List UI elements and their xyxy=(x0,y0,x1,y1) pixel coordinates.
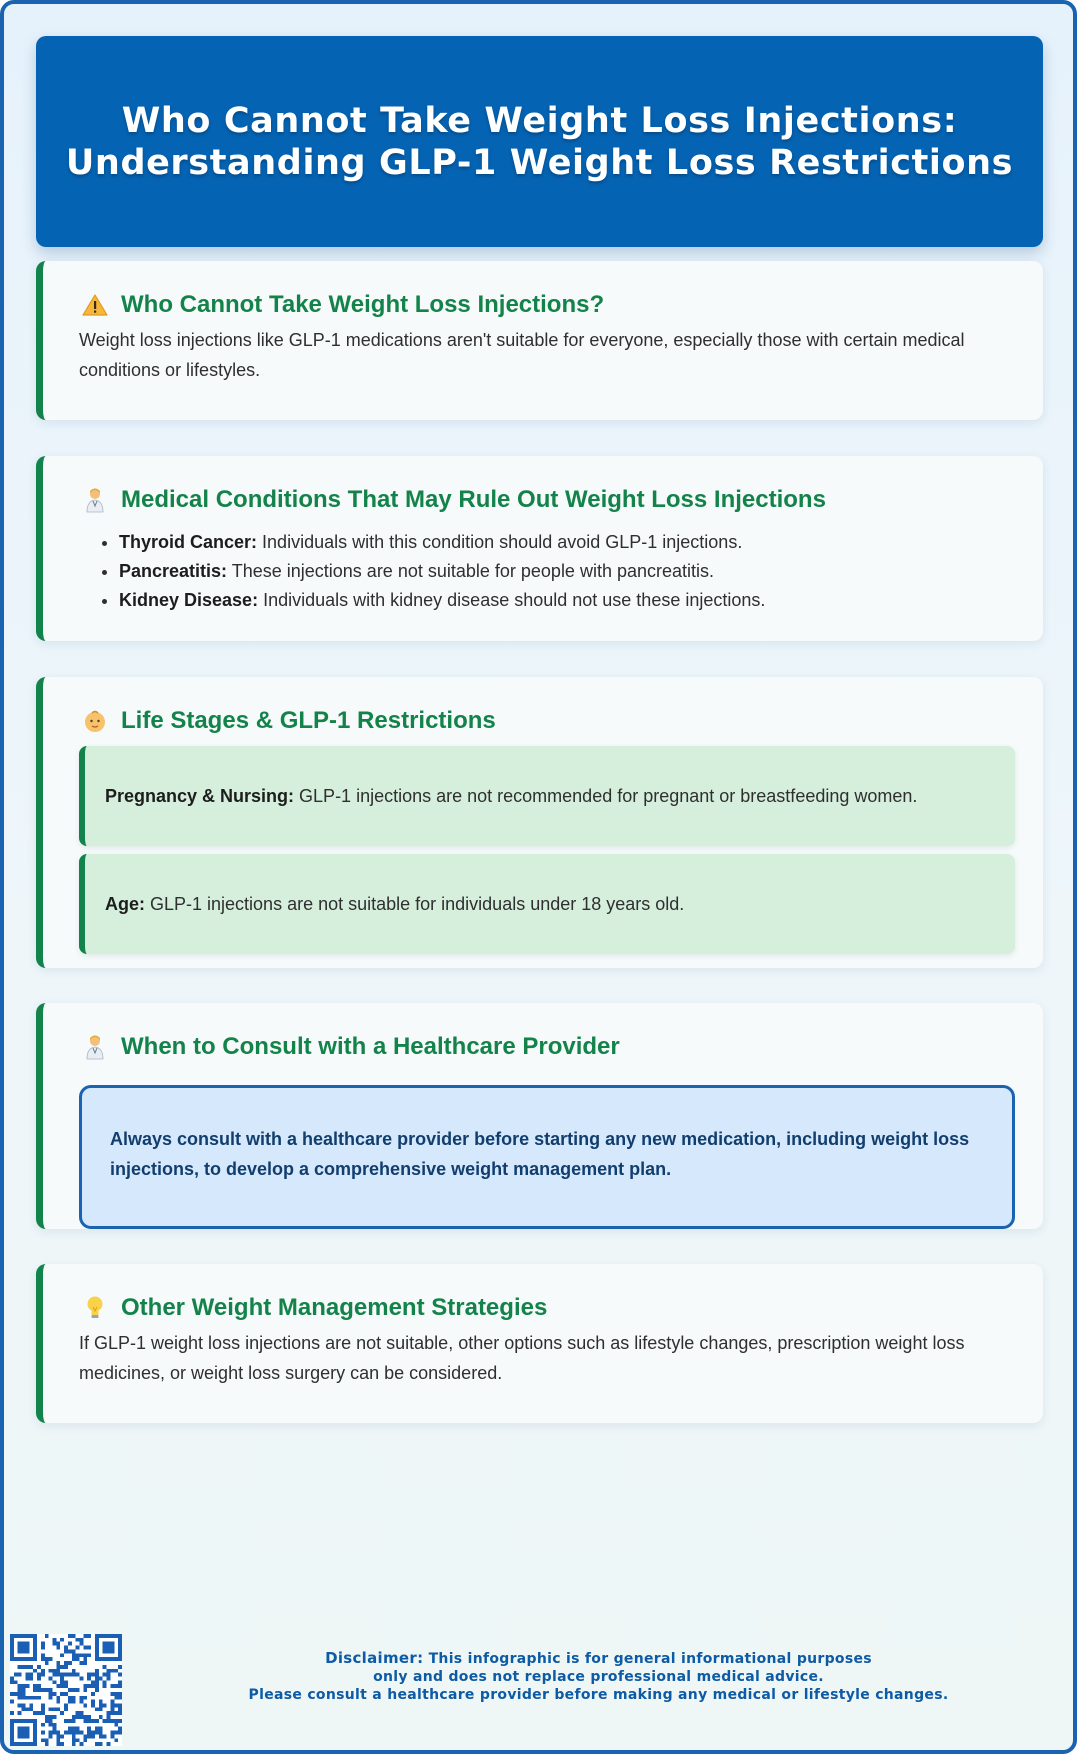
condition-text: Individuals with kidney disease should not use these injections. xyxy=(263,590,766,610)
qr-code xyxy=(10,1634,122,1746)
section-title: Who Cannot Take Weight Loss Injections? xyxy=(121,291,605,318)
condition-term: Pancreatitis: xyxy=(119,561,228,581)
section-title: When to Consult with a Healthcare Provider xyxy=(121,1033,620,1060)
section-title: Life Stages & GLP-1 Restrictions xyxy=(121,707,496,734)
list-item xyxy=(119,586,1007,615)
who-cannot-card xyxy=(36,261,1043,420)
stage-term: Age: xyxy=(105,893,145,914)
baby-icon xyxy=(79,705,111,737)
disclaimer-line-1 xyxy=(144,1649,1053,1668)
warning-icon xyxy=(79,289,111,321)
disclaimer-label: Disclaimer: xyxy=(325,1649,424,1667)
pregnancy-box xyxy=(79,746,1015,846)
medical-conditions-card xyxy=(36,456,1043,641)
section-text: Weight loss injections like GLP-1 medications aren't suitable for everyone, especially those with certain medical conditions or lifestyles. xyxy=(79,330,965,380)
card-title-row xyxy=(79,1031,620,1063)
disclaimer-line-2: only and does not replace professional medical advice. xyxy=(373,1669,824,1685)
section-title: Other Weight Management Strategies xyxy=(121,1294,548,1321)
disclaimer-text: This infographic is for general informational purposes xyxy=(428,1651,872,1667)
consult-callout: Always consult with a healthcare provider before starting any new medication, including weight loss injections, to develop a comprehensive weight management plan. xyxy=(79,1085,1015,1229)
lightbulb-icon xyxy=(79,1292,111,1324)
title-line-2: Understanding GLP-1 Weight Loss Restrictions xyxy=(65,142,1014,183)
card-title-row xyxy=(79,289,604,321)
page-title xyxy=(66,100,1013,184)
life-stages-card xyxy=(36,677,1043,968)
stage-term: Pregnancy & Nursing: xyxy=(105,785,295,806)
consult-card xyxy=(36,1003,1043,1229)
stage-text: GLP-1 injections are not suitable for individuals under 18 years old. xyxy=(150,893,685,914)
section-title: Medical Conditions That May Rule Out Weight Loss Injections xyxy=(121,486,826,513)
disclaimer-line-3: Please consult a healthcare provider before making any medical or lifestyle changes. xyxy=(248,1687,949,1703)
section-text: If GLP-1 weight loss injections are not suitable, other options such as lifestyle changes, prescription weight loss medicines, or weight loss surgery can be considered. xyxy=(79,1333,965,1383)
list-item xyxy=(119,557,1007,586)
doctor-icon xyxy=(79,1031,111,1063)
other-strategies-card xyxy=(36,1264,1043,1423)
card-title-row xyxy=(79,705,496,737)
condition-term: Kidney Disease: xyxy=(119,590,259,610)
title-line-1: Who Cannot Take Weight Loss Injections: xyxy=(121,100,958,141)
condition-text: Individuals with this condition should avoid GLP-1 injections. xyxy=(262,532,743,552)
age-box xyxy=(79,854,1015,954)
condition-term: Thyroid Cancer: xyxy=(119,532,258,552)
card-title-row xyxy=(79,1292,547,1324)
conditions-list xyxy=(79,528,1007,615)
disclaimer xyxy=(144,1649,1053,1704)
stage-text: GLP-1 injections are not recommended for pregnant or breastfeeding women. xyxy=(299,785,918,806)
doctor-icon xyxy=(79,484,111,516)
condition-text: These injections are not suitable for people with pancreatitis. xyxy=(231,561,715,581)
card-title-row xyxy=(79,484,826,516)
list-item xyxy=(119,528,1007,557)
header-banner xyxy=(36,36,1043,247)
